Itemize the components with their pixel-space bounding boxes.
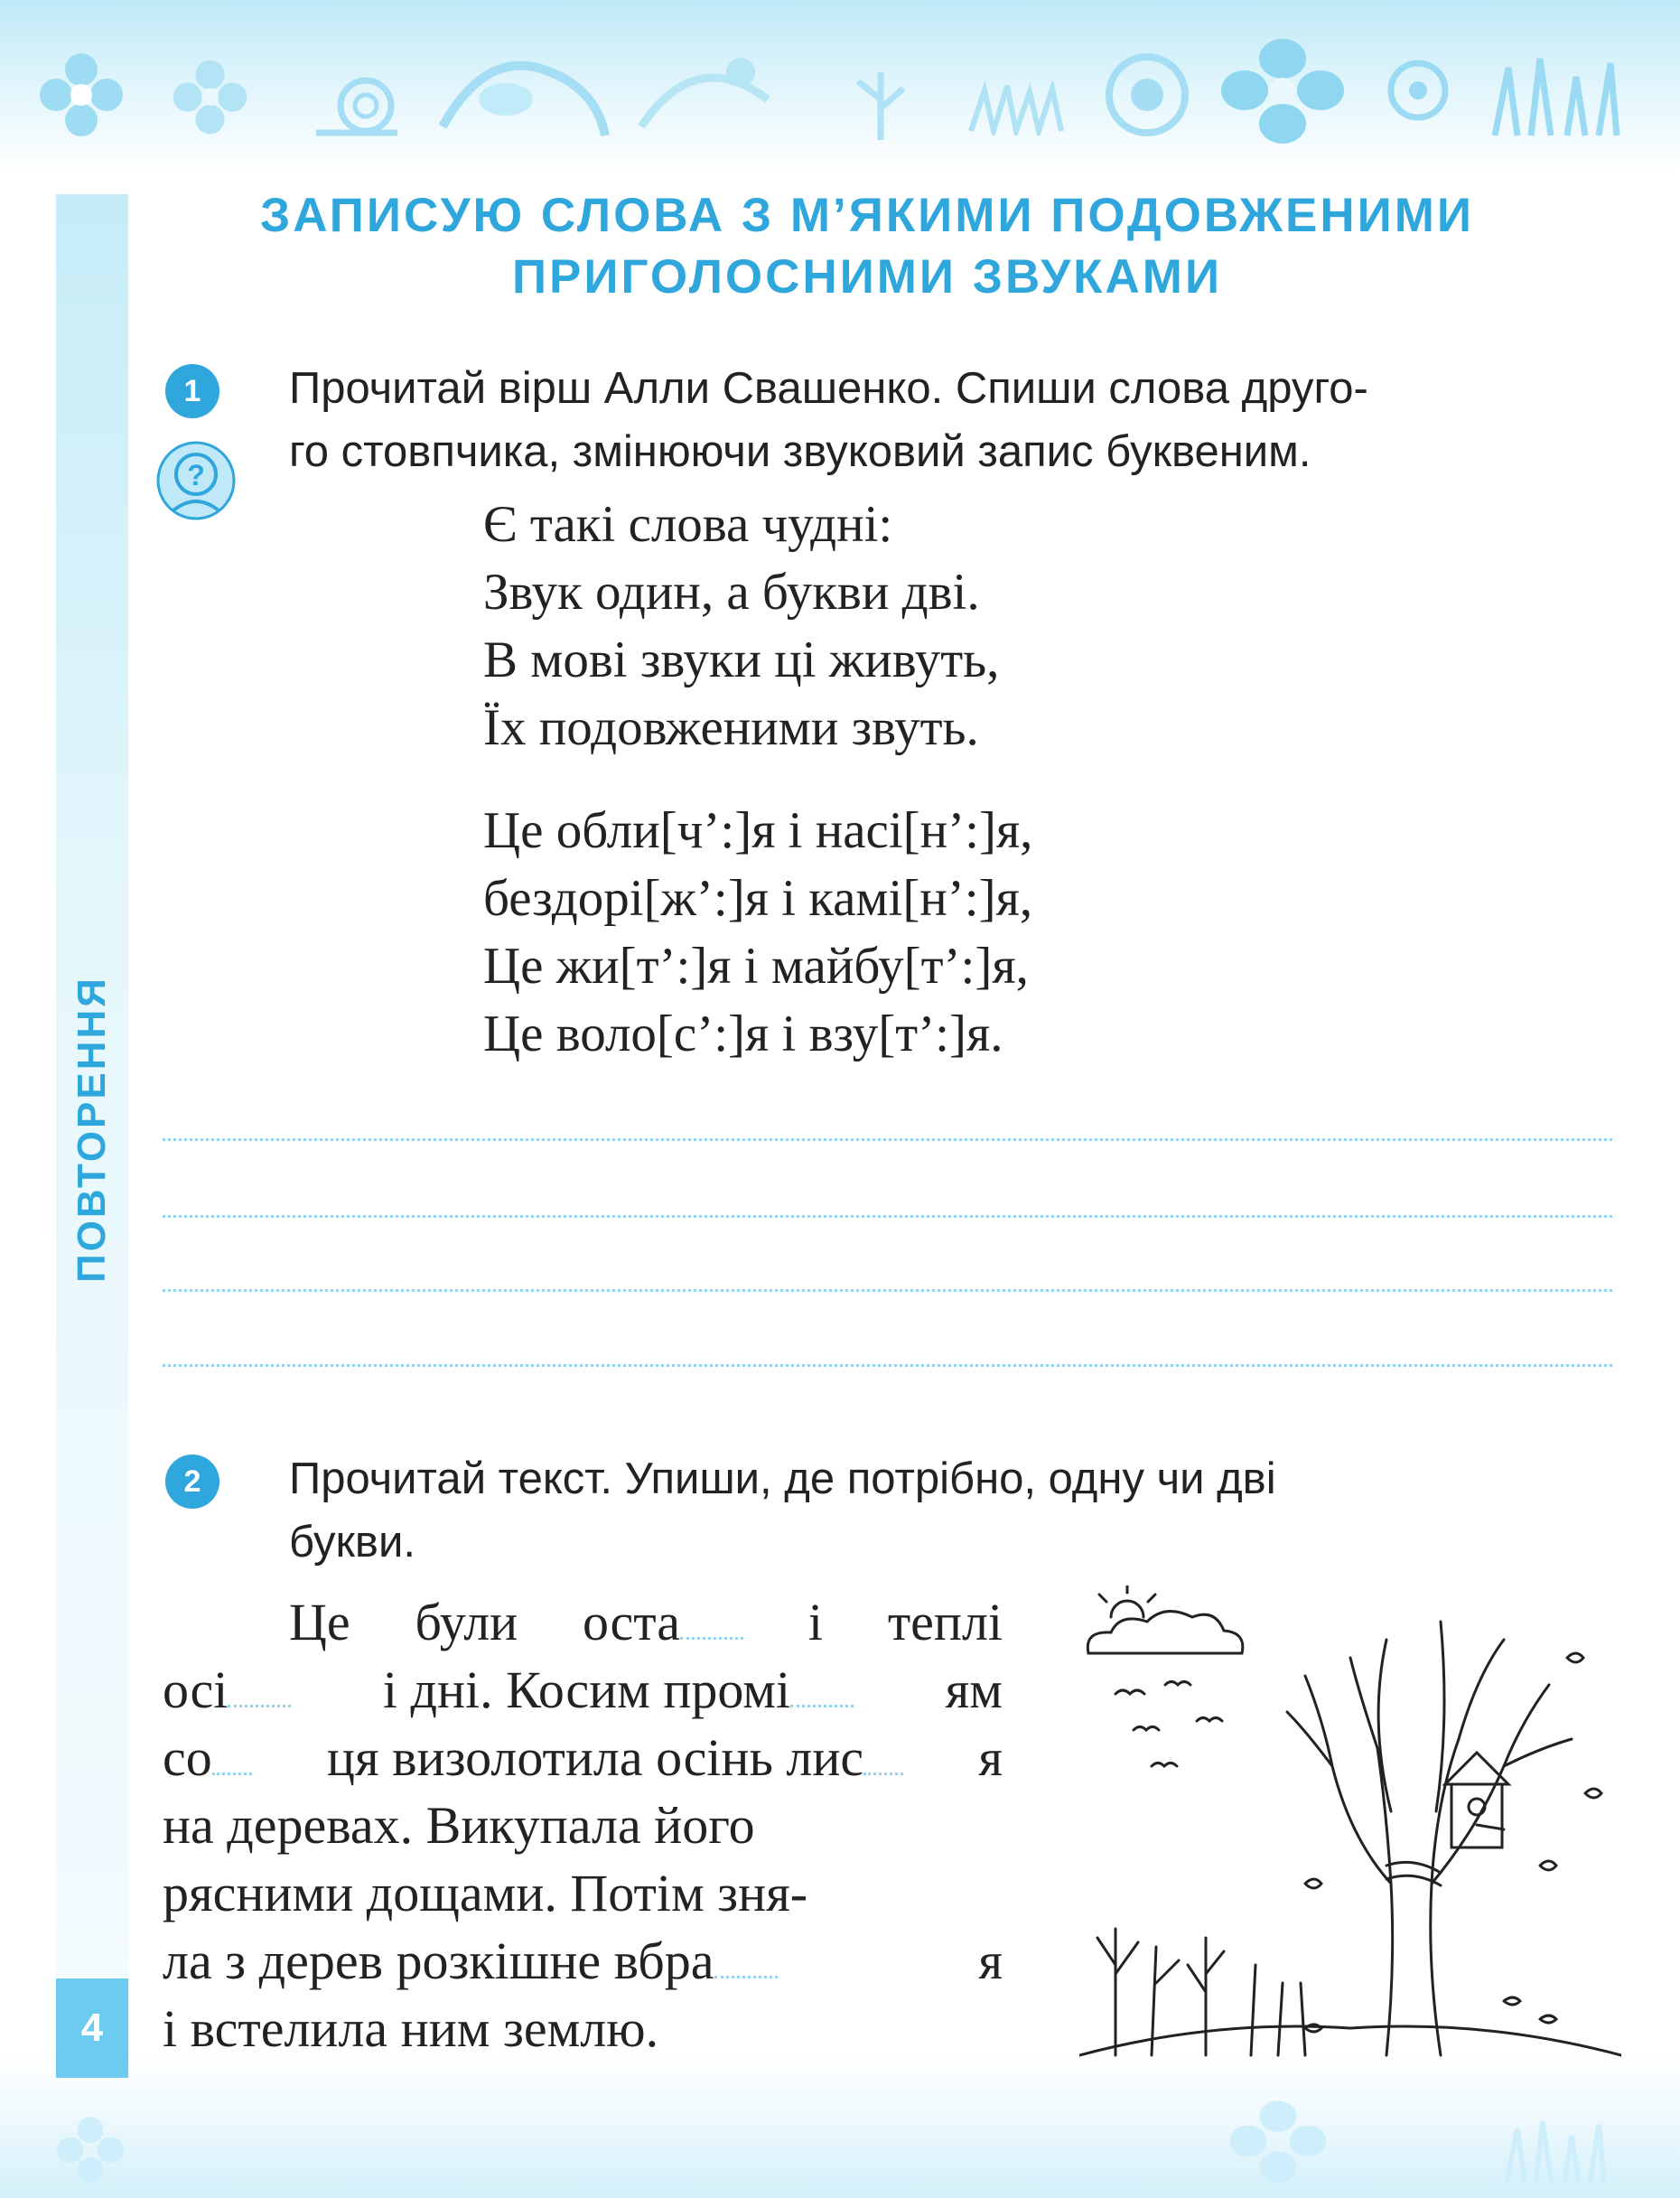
grass-icon: [966, 81, 1066, 136]
task2-instruction: [289, 1447, 1610, 1574]
flower-icon: [167, 54, 253, 140]
poem-line: В мові звуки ці живуть,: [483, 631, 1000, 688]
page-number: 4: [56, 1978, 128, 2078]
swirl-plant-icon: [632, 45, 777, 145]
story-line: Це були оста і теплі: [289, 1593, 1003, 1651]
story-text: [163, 1588, 1003, 2062]
task2-instruction-line1: Прочитай текст. Упиши, де потрібно, одну чи дві: [289, 1454, 1276, 1503]
flower-icon: [1219, 36, 1346, 145]
letter-gap[interactable]: [863, 1727, 903, 1775]
story-line: осі і дні. Косим промі ям: [163, 1660, 1003, 1719]
story-line: і встелила ним землю.: [163, 1999, 659, 2058]
spiral-icon: [1097, 45, 1197, 145]
poem-line: Їх подовженими звуть.: [483, 699, 979, 756]
letter-gap[interactable]: [714, 1931, 778, 1978]
question-head-icon: [154, 438, 239, 524]
grass-icon: [1486, 50, 1621, 140]
poem-line: бездорі[ж’:]я і камі[н’:]я,: [483, 870, 1033, 927]
page-title: [208, 185, 1526, 308]
poem-line: Це воло[с’:]я і взу[т’:]я.: [483, 1005, 1003, 1062]
page-title-line2: ПРИГОЛОСНИМИ ЗВУКАМИ: [511, 250, 1223, 304]
autumn-tree-illustration: [1079, 1585, 1621, 2064]
leaf-swirl-icon: [434, 36, 614, 145]
letter-gap[interactable]: [212, 1727, 252, 1775]
poem-line: Це жи[т’:]я і майбу[т’:]я,: [483, 938, 1029, 995]
writing-line[interactable]: [163, 1215, 1612, 1218]
writing-line[interactable]: [163, 1138, 1612, 1141]
flower-icon: [1228, 2096, 1328, 2186]
story-line: рясними дощами. Потім зня-: [163, 1864, 808, 1922]
story-line: ла з дерев розкішне вбра я: [163, 1931, 1003, 1990]
poem-line: Це обли[ч’:]я і насі[н’:]я,: [483, 802, 1033, 859]
eye-flower-icon: [1382, 54, 1454, 126]
writing-line[interactable]: [163, 1289, 1612, 1292]
task2-number-badge: 2: [165, 1454, 219, 1509]
task1-instruction-line2: го стовпчика, змінюючи звуковий запис буквеним.: [289, 427, 1311, 476]
flower-icon: [36, 50, 126, 140]
section-label: [56, 949, 128, 1310]
grass-icon: [1490, 2114, 1617, 2186]
svg-text:?: ?: [187, 459, 205, 491]
poem-stanza-1: [483, 491, 999, 762]
writing-line[interactable]: [163, 1364, 1612, 1367]
task1-instruction-line1: Прочитай вірш Алли Свашенко. Спиши слова друго-: [289, 364, 1368, 413]
letter-gap[interactable]: [228, 1660, 291, 1707]
sprout-icon: [840, 54, 921, 145]
story-line: на деревах. Викупала його: [163, 1796, 755, 1855]
footer-decor-band: [0, 2053, 1680, 2198]
poem-line: Звук один, а букви дві.: [483, 564, 980, 621]
letter-gap[interactable]: [680, 1592, 743, 1640]
poem-line: Є такі слова чудні:: [483, 496, 893, 553]
letter-gap[interactable]: [790, 1660, 854, 1707]
page-title-line1: ЗАПИСУЮ СЛОВА З М’ЯКИМИ ПОДОВЖЕНИМИ: [260, 189, 1474, 242]
snail-icon: [307, 68, 406, 140]
task1-number-badge: 1: [165, 364, 219, 418]
section-label-text: ПОВТОРЕННЯ: [70, 976, 115, 1283]
task2-instruction-line2: букви.: [289, 1518, 415, 1567]
poem-stanza-2: [483, 797, 1032, 1068]
task1-instruction: [289, 357, 1610, 483]
flower-icon: [54, 2114, 126, 2186]
story-line: со ця визолотила осінь лис я: [163, 1728, 1003, 1787]
